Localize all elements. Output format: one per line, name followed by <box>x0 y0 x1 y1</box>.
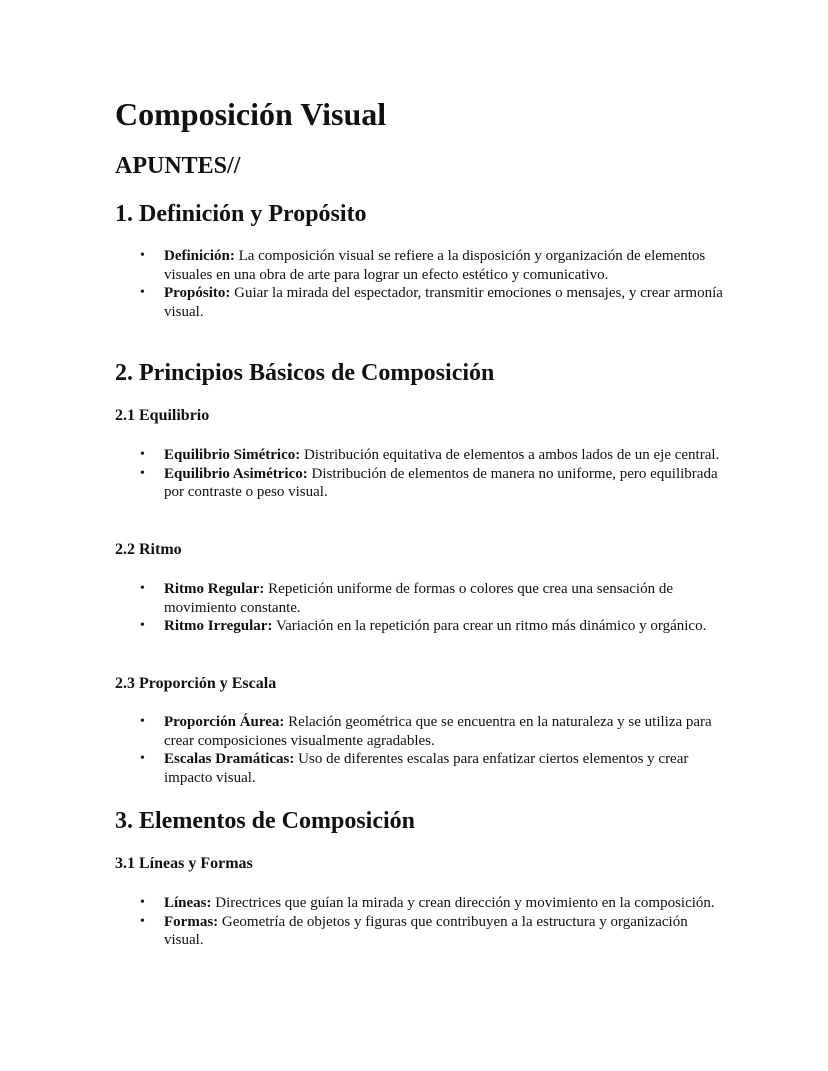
item-term: Equilibrio Simétrico: <box>164 447 301 463</box>
bullet-icon: • <box>140 285 145 301</box>
subsection-heading-lineas-formas: 3.1 Líneas y Formas <box>115 855 253 872</box>
list-item <box>115 713 725 750</box>
list-item <box>115 580 725 617</box>
bullet-list-proporcion <box>115 713 725 787</box>
bullet-icon: • <box>140 913 145 929</box>
bullet-icon: • <box>140 248 145 263</box>
list-item <box>115 284 725 321</box>
item-text: Distribución de elementos de manera no uniforme, pero equilibrada por contraste o peso visual. <box>164 465 718 501</box>
item-text: Guiar la mirada del espectador, transmitir emociones o mensajes, y crear armonía visual. <box>164 285 723 320</box>
item-text: Repetición uniforme de formas o colores que crea una sensación de movimiento constante. <box>164 581 674 616</box>
subsection-heading-ritmo: 2.2 Ritmo <box>115 541 182 558</box>
bullet-icon: • <box>140 581 145 596</box>
item-term: Equilibrio Asimétrico: <box>164 465 308 482</box>
item-text: Relación geométrica que se encuentra en la naturaleza y se utiliza para crear composiciones visualmente agradables. <box>164 714 712 749</box>
item-term: Escalas Dramáticas: <box>164 751 295 768</box>
section-heading-elementos: 3. Elementos de Composición <box>115 808 415 834</box>
item-term: Propósito: <box>164 285 231 302</box>
document-title: Composición Visual <box>115 96 387 132</box>
bullet-list-lineas-formas <box>115 894 725 950</box>
bullet-icon: • <box>140 714 145 729</box>
subsection-heading-equilibrio: 2.1 Equilibrio <box>115 407 210 424</box>
item-text: Variación en la repetición para crear un ritmo más dinámico y orgánico. <box>275 618 707 635</box>
bullet-list-ritmo <box>115 580 725 636</box>
item-term: Ritmo Irregular: <box>164 618 273 635</box>
item-text: La composición visual se refiere a la disposición y organización de elementos visuales en una obra de arte para lograr un efecto estético y comunicativo. <box>164 248 706 283</box>
item-term: Formas: <box>164 913 219 930</box>
item-term: Ritmo Regular: <box>164 581 265 597</box>
bullet-list-equilibrio <box>115 446 725 502</box>
document-subtitle: APUNTES// <box>115 153 241 179</box>
bullet-icon: • <box>140 447 145 462</box>
item-text: Directrices que guían la mirada y crean dirección y movimiento en la composición. <box>215 895 715 911</box>
list-item <box>115 465 725 502</box>
section-heading-principios: 2. Principios Básicos de Composición <box>115 360 495 386</box>
item-text: Uso de diferentes escalas para enfatizar ciertos elementos y crear impacto visual. <box>164 751 689 786</box>
bullet-list-definicion <box>115 247 725 321</box>
item-text: Geometría de objetos y figuras que contribuyen a la estructura y organización visual. <box>164 913 688 949</box>
list-item <box>115 894 725 913</box>
item-term: Proporción Áurea: <box>164 714 285 730</box>
bullet-icon: • <box>140 895 145 910</box>
list-item <box>115 750 725 787</box>
list-item <box>115 247 725 284</box>
item-term: Definición: <box>164 248 235 264</box>
section-heading-definicion: 1. Definición y Propósito <box>115 201 367 227</box>
bullet-icon: • <box>140 618 145 634</box>
subsection-heading-proporcion: 2.3 Proporción y Escala <box>115 675 277 692</box>
list-item <box>115 446 725 465</box>
bullet-icon: • <box>140 751 145 767</box>
list-item <box>115 913 725 950</box>
list-item <box>115 617 725 636</box>
bullet-icon: • <box>140 465 145 481</box>
item-term: Líneas: <box>164 895 212 911</box>
item-text: Distribución equitativa de elementos a ambos lados de un eje central. <box>304 447 720 463</box>
